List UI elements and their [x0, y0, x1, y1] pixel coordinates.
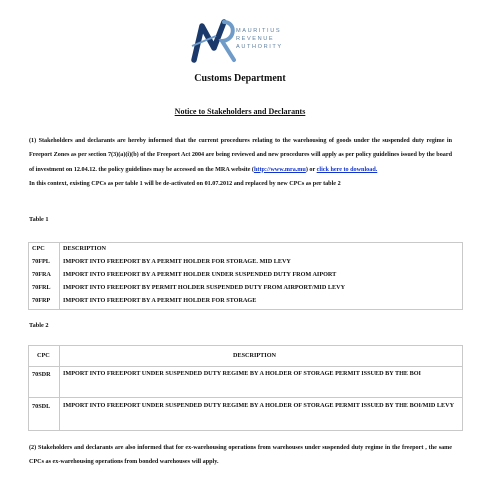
- cpc-cell: 70FPL: [32, 258, 50, 265]
- mra-logo: [190, 16, 300, 68]
- cpc-cell: 70SDR: [32, 371, 51, 378]
- table-2-header-cpc: CPC: [37, 352, 50, 359]
- logo-line-1: MAURITIUS: [236, 28, 282, 34]
- table-2: [28, 345, 463, 431]
- description-cell: IMPORT INTO FREEPORT BY A PERMIT HOLDER UNDER SUSPENDED DUTY FROM AIPORT: [63, 271, 337, 278]
- logo-line-3: AUTHORITY: [236, 44, 283, 50]
- table-1-header: [29, 243, 462, 256]
- description-cell: IMPORT INTO FREEPORT UNDER SUSPENDED DUTY REGIME BY A HOLDER OF STORAGE PERMIT ISSUED BY THE BOI: [63, 370, 421, 377]
- table-1-header-description: DESCRIPTION: [63, 245, 106, 252]
- cpc-cell: 70FRL: [32, 284, 51, 291]
- download-link[interactable]: click here to download.: [316, 166, 378, 173]
- description-cell: IMPORT INTO FREEPORT BY A PERMIT HOLDER FOR STORAGE. MID LEVY: [63, 258, 291, 265]
- table-row: [29, 269, 462, 282]
- table-1-label: Table 1: [29, 216, 49, 223]
- cpc-cell: 70FRP: [32, 297, 51, 304]
- paragraph-1-context: In this context, existing CPCs as per table 1 will be de-activated on 01.07.2012 and replaced by new CPCs as per table 2: [29, 180, 341, 187]
- paragraph-1-text: (1) Stakeholders and declarants are hereby informed that the current procedures relating to the warehousing of goods under the suspended duty regime in Freeport Zones as per section 7(3)(a)(i)(b) of the Freeport Act 2004 are being reviewed and new procedures will apply as per policy guidelines issued by the board of investment on 12.04.12. the policy guidelines may be accessed on the MRA website (: [29, 138, 452, 173]
- table-row: [29, 295, 462, 308]
- paragraph-1-middle: ) or: [305, 166, 317, 173]
- department-heading: Customs Department: [194, 73, 286, 84]
- table-1: [28, 242, 463, 310]
- mra-monogram-icon: [190, 16, 240, 68]
- paragraph-1: [29, 134, 452, 191]
- notice-title: Notice to Stakeholders and Declarants: [174, 107, 306, 116]
- table-2-header-description: DESCRIPTION: [233, 352, 276, 359]
- table-2-label: Table 2: [29, 322, 49, 329]
- description-cell: IMPORT INTO FREEPORT BY A PERMIT HOLDER FOR STORAGE: [63, 297, 257, 304]
- cpc-cell: 70FRA: [32, 271, 51, 278]
- table-row: [29, 282, 462, 295]
- cpc-cell: 70SDL: [32, 403, 51, 410]
- logo-line-2: REVENUE: [236, 36, 275, 42]
- mra-website-link[interactable]: http://www.mra.mu: [253, 166, 306, 173]
- logo-wordmark: [236, 27, 300, 51]
- description-cell: IMPORT INTO FREEPORT UNDER SUSPENDED DUTY REGIME BY A HOLDER OF STORAGE PERMIT ISSUED BY THE BOI/MID LEVY: [63, 402, 455, 409]
- paragraph-2: (2) Stakeholders and declarants are also informed that for ex-warehousing operations from warehouses under suspended duty regime in the freeport , the same CPCs as ex-warehousing operations from bonded warehouses will apply.: [29, 445, 452, 466]
- table-row: [29, 256, 462, 269]
- description-cell: IMPORT INTO FREEPORT BY PERMIT HOLDER SUSPENDED DUTY FROM AIRPORT/MID LEVY: [63, 284, 346, 291]
- table-1-header-cpc: CPC: [32, 245, 45, 252]
